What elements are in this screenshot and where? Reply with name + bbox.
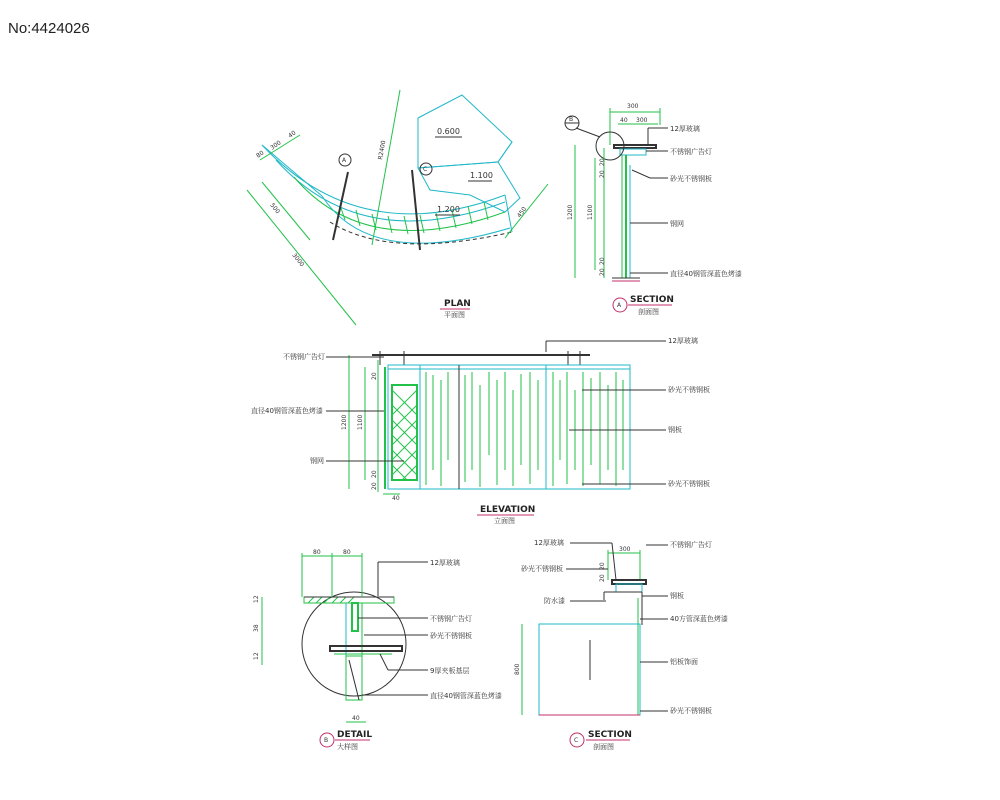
plan-arc-3 (294, 177, 505, 231)
plan-desk-mid (418, 162, 520, 212)
section-a-view (565, 103, 742, 316)
section-c-note-square-tube: 40方管深蓝色烤漆 (670, 615, 728, 623)
detail-b-note-pipe: 直径40钢管深蓝色烤漆 (430, 692, 502, 700)
section-a-note-pipe: 直径40钢管深蓝色烤漆 (670, 270, 742, 278)
section-a-subtitle: 剖面图 (638, 308, 659, 316)
detail-b-shelf (330, 646, 402, 651)
section-c-note-aluminum: 铝板饰面 (670, 658, 698, 666)
elevation-note-mesh: 钢网 (310, 457, 324, 465)
section-c-note-steel-plate: 钢板 (670, 592, 684, 600)
detail-b-note-lamp: 不锈钢广告灯 (430, 615, 472, 623)
plan-desk-top (418, 95, 512, 168)
section-a-dim-300-top: 300 (627, 103, 639, 110)
elevation-note-steel-top: 砂光不锈钢板 (668, 386, 710, 394)
section-c-title: SECTION (588, 730, 632, 740)
plan-cut-c (412, 170, 420, 250)
section-c-view (514, 538, 728, 751)
plan-dim-r2400: R2400 (377, 139, 388, 161)
elevation-dim-20a: 20 (371, 372, 378, 380)
section-a-tag: A (617, 302, 622, 309)
detail-b-tag: B (324, 737, 329, 744)
elevation-note-pipe: 直径40钢管深蓝色烤漆 (251, 407, 323, 415)
section-a-dim-20d: 20 (599, 257, 606, 265)
section-a-dim-1200: 1200 (567, 204, 574, 220)
elevation-note-lamp: 不锈钢广告灯 (283, 353, 325, 361)
section-c-tag: C (574, 737, 579, 744)
plan-radius-line (372, 90, 400, 245)
detail-b-dim-38: 38 (253, 624, 260, 632)
section-a-note-lamp: 不锈钢广告灯 (670, 148, 712, 156)
elevation-note-glass: 12厚玻璃 (668, 337, 698, 345)
section-a-dim-300: 300 (636, 117, 648, 124)
detail-b-view (253, 549, 502, 751)
detail-b-subtitle: 大样图 (337, 743, 358, 751)
elevation-note-steel-bottom: 砂光不锈钢板 (668, 480, 710, 488)
image-number: No:4424026 (8, 20, 90, 37)
section-c-dim-20b: 20 (599, 574, 606, 582)
detail-b-dim-80a: 80 (313, 549, 321, 556)
plan-dim-500 (262, 182, 310, 240)
plan-arc-dashed (330, 222, 512, 244)
section-c-dim-20a: 20 (599, 562, 606, 570)
detail-b-dim-12b: 12 (253, 652, 260, 660)
plan-dim-500-label: 500 (268, 201, 281, 216)
plan-level-1100: 1.100 (470, 171, 493, 180)
plan-dim-80: 80 (255, 149, 266, 160)
section-c-dim-800: 800 (514, 663, 521, 675)
elevation-title: ELEVATION (480, 505, 536, 515)
plan-dim-300: 300 (269, 139, 283, 152)
section-c-dim-300: 300 (619, 546, 631, 553)
section-a-dim-40: 40 (620, 117, 628, 124)
plan-level-0600: 0.600 (437, 127, 460, 136)
elevation-dim-20b: 20 (371, 470, 378, 478)
detail-b-note-glass: 12厚玻璃 (430, 559, 460, 567)
section-a-dim-20b: 20 (599, 158, 606, 166)
plan-title: PLAN (444, 299, 471, 309)
section-c-note-steel: 砂光不锈钢板 (521, 565, 563, 573)
section-c-note-waterproof: 防水漆 (544, 597, 565, 605)
detail-b-dim-12a: 12 (253, 595, 260, 603)
plan-view (247, 90, 548, 325)
elevation-dim-1200: 1200 (341, 414, 348, 430)
elevation-view (251, 336, 710, 525)
plan-marker-c-label: C (423, 166, 428, 173)
plan-dim-top (260, 135, 300, 160)
section-c-note-steel-bottom: 砂光不锈钢板 (670, 707, 712, 715)
section-a-callout-label: B (569, 116, 574, 123)
section-c-lamp (616, 584, 642, 592)
section-a-dim-20a: 20 (599, 170, 606, 178)
section-a-dim-1100: 1100 (587, 204, 594, 220)
section-c-note-lamp: 不锈钢广告灯 (670, 541, 712, 549)
plan-arc-2 (276, 160, 505, 221)
plan-marker-a-label: A (342, 157, 347, 164)
section-c-subtitle: 剖面图 (593, 743, 614, 751)
elevation-note-steel-plate: 钢板 (668, 426, 682, 434)
section-a-dim-20c: 20 (599, 268, 606, 276)
plan-subtitle: 平面图 (444, 311, 465, 319)
plan-dim-40: 40 (287, 129, 298, 140)
section-a-title: SECTION (630, 295, 674, 305)
detail-b-dim-80b: 80 (343, 549, 351, 556)
elevation-mesh-pattern (392, 390, 417, 480)
elevation-dim-1100: 1100 (357, 414, 364, 430)
detail-b-title: DETAIL (337, 730, 373, 740)
detail-b-lamp (352, 603, 358, 631)
elevation-subtitle: 立面图 (494, 517, 515, 525)
section-a-glass (614, 145, 656, 148)
elevation-body (388, 365, 630, 489)
plan-dim-450-label: 450 (515, 205, 529, 220)
detail-b-note-plywood: 9厚夹板基层 (430, 667, 470, 675)
section-a-note-steel-panel: 砂光不锈钢板 (670, 175, 712, 183)
detail-b-note-steel: 砂光不锈钢板 (430, 632, 472, 640)
elevation-dim-20c: 20 (371, 482, 378, 490)
plan-cut-a (333, 172, 348, 240)
plan-level-1200: 1.200 (437, 205, 460, 214)
section-a-note-mesh: 钢网 (670, 220, 684, 228)
detail-b-dim-40: 40 (352, 715, 360, 722)
section-c-note-glass: 12厚玻璃 (534, 539, 564, 547)
section-c-glass (612, 580, 646, 584)
section-a-note-glass: 12厚玻璃 (670, 125, 700, 133)
elevation-dim-40: 40 (392, 495, 400, 502)
plan-dim-3000-label: 3000 (290, 251, 306, 269)
